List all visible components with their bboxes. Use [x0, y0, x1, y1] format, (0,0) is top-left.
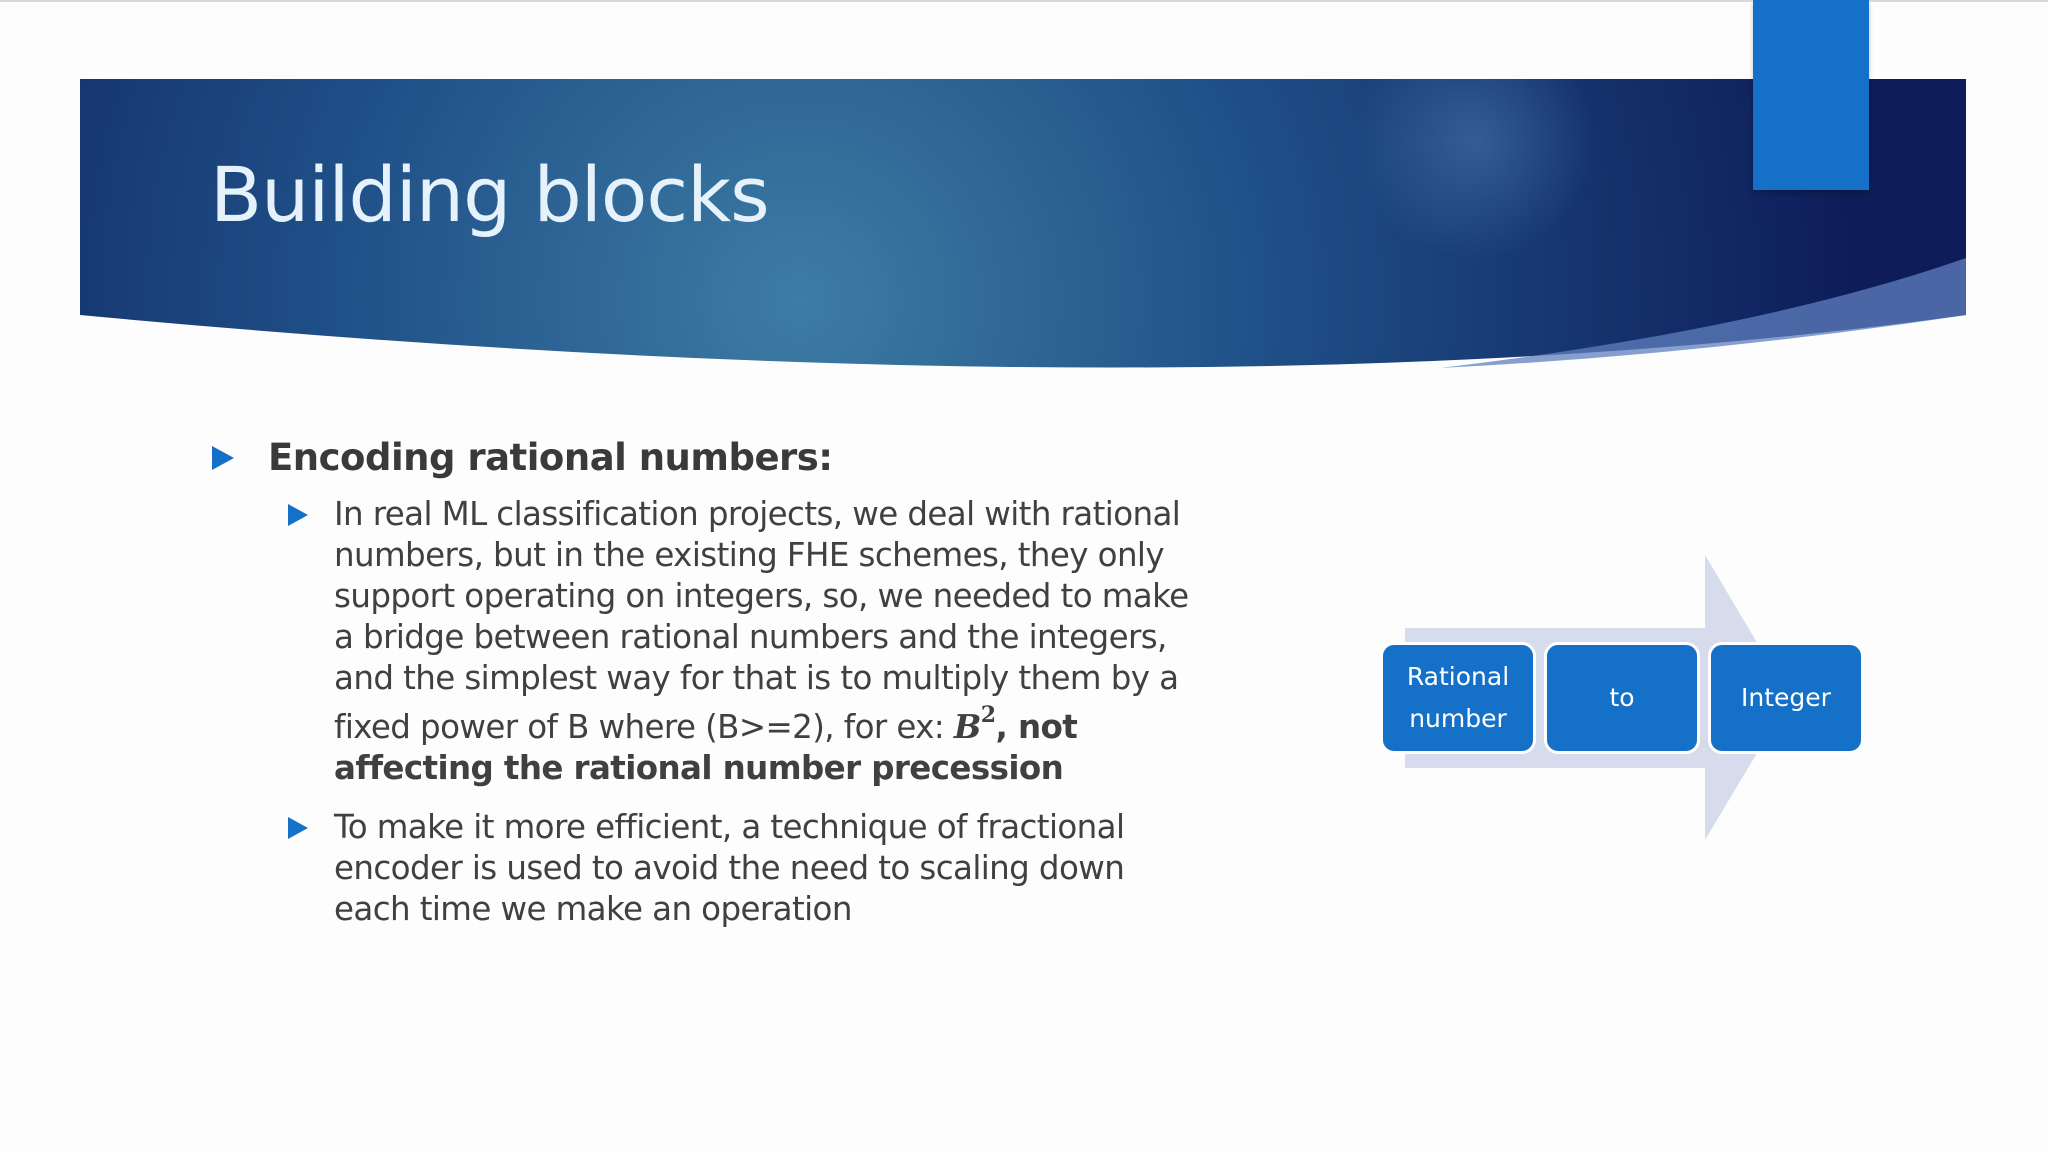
bullet-encoding-heading — [208, 430, 1208, 486]
bullet-triangle-icon — [288, 817, 308, 839]
math-exponent: 2 — [980, 702, 996, 728]
sub-bullet-rational-numbers — [208, 494, 1208, 789]
sub-bullet-bold-text: , not affecting the rational number precession — [334, 707, 1078, 787]
sub-bullet-list — [208, 494, 1208, 930]
sub-bullet-text: In real ML classification projects, we deal with rational numbers, but in the existing FHE schemes, they only support operating on integers, so, we needed to make a bridge between rational numbers and the integers, and the simplest way for that is to multiply them by a fixed power of B where (B>=2), for ex: — [334, 495, 1189, 746]
process-step-label: to — [1609, 683, 1635, 712]
process-step-label: Integer — [1741, 683, 1831, 712]
math-expression — [953, 702, 996, 746]
math-base: B — [953, 706, 981, 746]
bullet-triangle-icon — [212, 446, 234, 470]
process-step-to — [1544, 642, 1700, 754]
accent-rectangle — [1753, 0, 1869, 190]
process-step-label: Rational number — [1406, 662, 1510, 733]
process-step-integer — [1708, 642, 1864, 754]
sub-bullet-fractional-encoder — [208, 807, 1208, 930]
slide-content — [208, 430, 1208, 948]
process-diagram — [1380, 555, 1880, 845]
bullet-heading-text: Encoding rational numbers: — [268, 436, 833, 479]
slide-title: Building blocks — [210, 150, 769, 239]
bullet-triangle-icon — [288, 504, 308, 526]
sub-bullet-text: To make it more efficient, a technique of fractional encoder is used to avoid the need to scaling down each time we make an operation — [334, 807, 1125, 928]
process-step-rational-number — [1380, 642, 1536, 754]
